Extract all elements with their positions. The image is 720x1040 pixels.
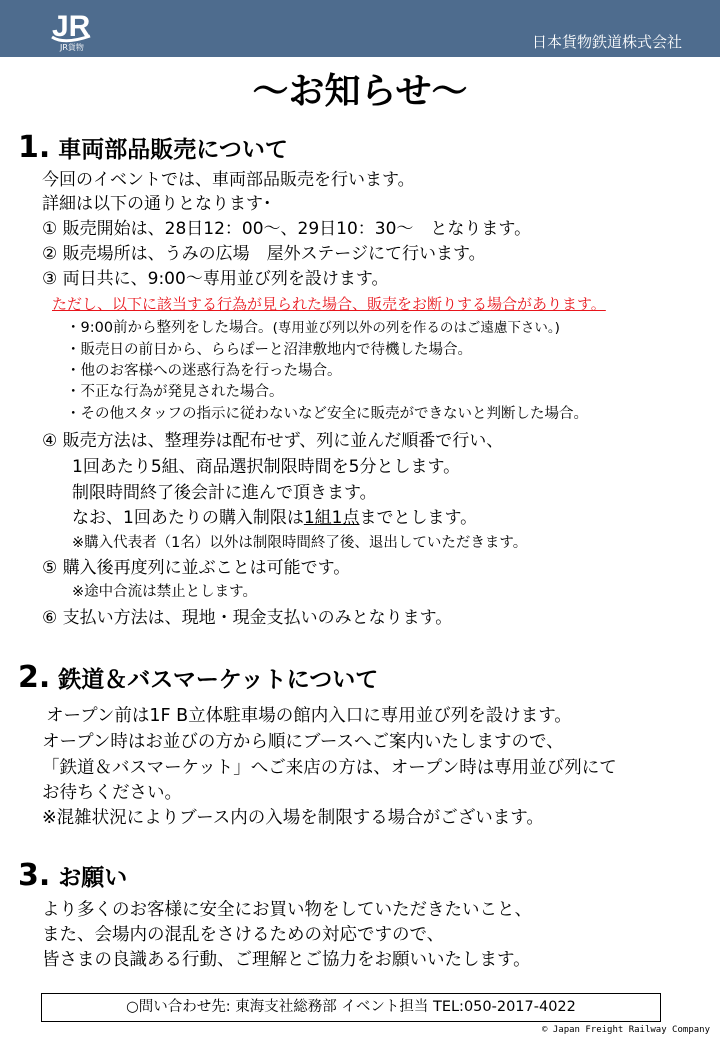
item4-limit-pre: なお、1回あたりの購入制限は	[72, 508, 304, 528]
section1-item4-line1: ④ 販売方法は、整理券は配布せず、列に並んだ順番で行い、	[42, 431, 504, 451]
section1-item3: ③ 両日共に、9:00～専用並び列を設けます。	[42, 269, 389, 289]
section1-item5-note: ※途中合流は禁止とします。	[72, 584, 257, 600]
section1-warning: ただし、以下に該当する行為が見られた場合、販売をお断りする場合があります。	[52, 295, 606, 313]
section1-cond5: ・その他スタッフの指示に従わないなど安全に販売ができないと判断した場合。	[66, 406, 588, 422]
section2-title: 鉄道＆バスマーケットについて	[58, 667, 379, 693]
section3-line2: また、会場内の混乱をさけるための対応ですので、	[42, 925, 445, 945]
section3-line1: より多くのお客様に安全にお買い物をしていただきたいこと、	[42, 900, 532, 920]
cond1-main: ・9:00前から整列をした場合。	[66, 320, 273, 336]
section1-cond2: ・販売日の前日から、ららぽーと沼津敷地内で待機した場合。	[66, 342, 472, 358]
cond1-note: (専用並び列以外の列を作るのはご遠慮下さい。)	[272, 320, 560, 336]
section1-cond1	[66, 318, 560, 338]
jr-freight-logo	[50, 6, 110, 52]
section1-item4-line3: 制限時間終了後会計に進んで頂きます。	[72, 483, 377, 503]
svg-text:JR貨物: JR貨物	[60, 43, 84, 52]
section1-item4-line2: 1回あたり5組、商品選択制限時間を5分とします。	[72, 457, 461, 477]
section2-line5: ※混雑状況によりブース内の入場を制限する場合がございます。	[42, 808, 544, 828]
section1-title: 車両部品販売について	[58, 137, 288, 163]
section1-cond4: ・不正な行為が発見された場合。	[66, 384, 284, 400]
copyright: © Japan Freight Railway Company	[542, 1025, 710, 1035]
section2-line1: オープン前は1F B立体駐車場の館内入口に専用並び列を設けます。	[46, 706, 572, 726]
section3-heading	[18, 858, 128, 893]
section3-title: お願い	[58, 865, 128, 891]
section1-item4-note: ※購入代表者（1名）以外は制限時間終了後、退出していただきます。	[72, 535, 528, 551]
page-title: ～お知らせ～	[252, 71, 468, 112]
section2-line3: 「鉄道＆バスマーケット」へご来店の方は、オープン時は専用並び列にて	[42, 758, 617, 778]
section1-item6: ⑥ 支払い方法は、現地・現金支払いのみとなります。	[42, 608, 453, 628]
section1-cond3: ・他のお客様への迷惑行為を行った場合。	[66, 363, 342, 379]
item4-limit-post: までとします。	[359, 508, 478, 528]
section3-number: 3.	[18, 858, 51, 893]
section1-heading	[18, 130, 288, 165]
section1-item1: ① 販売開始は、28日12：00～、29日10：30～ となります。	[42, 219, 532, 239]
svg-text:JR: JR	[52, 10, 91, 43]
section1-item4-line4	[72, 507, 477, 529]
section1-number: 1.	[18, 130, 51, 165]
section2-heading	[18, 660, 379, 695]
section1-intro1: 今回のイベントでは、車両部品販売を行います。	[42, 170, 415, 190]
company-name: 日本貨物鉄道株式会社	[531, 33, 682, 51]
section2-number: 2.	[18, 660, 51, 695]
section2-line4: お待ちください。	[42, 783, 182, 803]
contact-box: ○問い合わせ先: 東海支社総務部 イベント担当 TEL:050-2017-4022	[41, 993, 661, 1022]
section1-intro2: 詳細は以下の通りとなります･	[42, 194, 272, 214]
section1-item5: ⑤ 購入後再度列に並ぶことは可能です。	[42, 558, 351, 578]
section2-line2: オープン時はお並びの方から順にブースへご案内いたしますので、	[42, 732, 564, 752]
header-bar	[0, 0, 720, 57]
item4-limit-underlined: 1組1点	[303, 508, 360, 528]
section1-item2: ② 販売場所は、うみの広場 屋外ステージにて行います。	[42, 244, 486, 264]
section3-line3: 皆さまの良識ある行動、ご理解とご協力をお願いいたします。	[42, 950, 531, 970]
